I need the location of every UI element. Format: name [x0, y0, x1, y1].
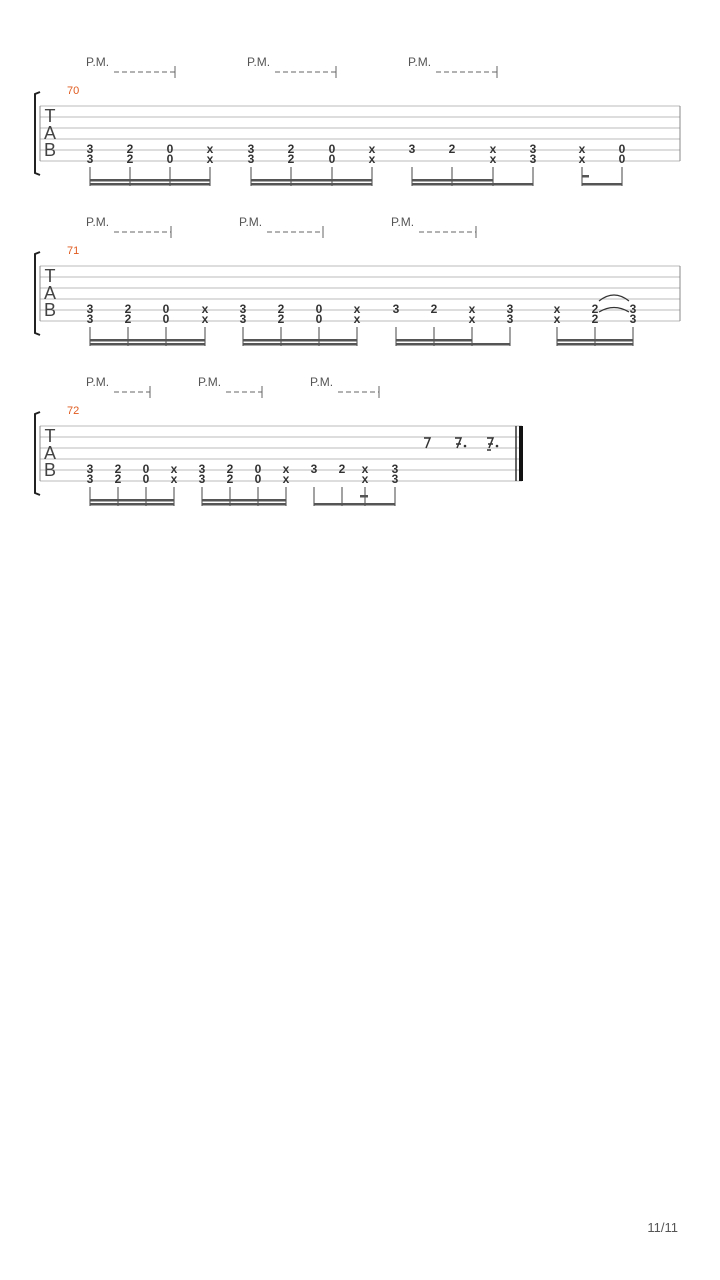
tab-system-72 — [35, 375, 522, 506]
palm-mute-label: P.M. — [408, 55, 432, 69]
beam — [342, 503, 395, 506]
fret-number: 0 — [162, 302, 170, 316]
fret-number: 3 — [86, 152, 94, 166]
tab-letter: B — [43, 140, 57, 160]
tab-letter: T — [44, 106, 56, 126]
beam — [90, 343, 205, 346]
beam-stub — [582, 175, 589, 178]
rest-dot — [496, 445, 499, 448]
beam — [90, 339, 205, 342]
fret-number: 0 — [618, 152, 626, 166]
fret-number: 3 — [86, 472, 94, 486]
rest-icon — [455, 438, 461, 448]
beam — [202, 503, 286, 506]
tab-letter: T — [44, 266, 56, 286]
fret-number: x — [553, 312, 561, 326]
fret-number: 0 — [618, 142, 626, 156]
rest-icon — [487, 438, 493, 448]
fret-number: 3 — [529, 152, 537, 166]
tab-system-70 — [35, 55, 680, 186]
beam — [243, 339, 357, 342]
tab-system-71 — [35, 215, 680, 346]
fret-number: 2 — [591, 302, 599, 316]
fret-number: 3 — [239, 312, 247, 326]
tab-letter: B — [43, 300, 57, 320]
fret-number: 0 — [166, 142, 174, 156]
fret-number: 0 — [315, 312, 323, 326]
tab-letter: B — [43, 460, 57, 480]
fret-number: 0 — [328, 142, 336, 156]
fret-number: 3 — [392, 302, 400, 316]
beam-stub — [360, 495, 368, 498]
beam — [412, 179, 493, 182]
fret-number: 2 — [124, 312, 132, 326]
fret-number: 3 — [506, 302, 514, 316]
fret-number: x — [206, 142, 214, 156]
fret-number: 2 — [277, 302, 285, 316]
beam — [202, 499, 286, 502]
rest-icon — [424, 438, 430, 448]
palm-mute-label: P.M. — [247, 55, 271, 69]
fret-number: x — [368, 152, 376, 166]
fret-number: 3 — [310, 462, 318, 476]
fret-number: x — [553, 302, 561, 316]
fret-number: x — [206, 152, 214, 166]
beam — [396, 339, 472, 342]
fret-number: 2 — [591, 312, 599, 326]
fret-number: x — [489, 152, 497, 166]
fret-number: 2 — [124, 302, 132, 316]
beam — [243, 343, 357, 346]
beam — [493, 183, 533, 186]
measure-number: 70 — [67, 85, 80, 97]
fret-number: 2 — [126, 152, 134, 166]
palm-mute-label: P.M. — [310, 375, 334, 389]
fret-number: x — [201, 302, 209, 316]
tab-letter: A — [43, 123, 57, 143]
fret-number: 3 — [198, 462, 206, 476]
fret-number: 2 — [287, 152, 295, 166]
fret-number: 2 — [277, 312, 285, 326]
fret-number: x — [468, 312, 476, 326]
fret-number: x — [578, 142, 586, 156]
fret-number: 0 — [142, 462, 150, 476]
beam — [396, 343, 472, 346]
fret-number: 2 — [430, 302, 438, 316]
fret-number: 3 — [506, 312, 514, 326]
fret-number: 2 — [114, 462, 122, 476]
beam — [582, 183, 622, 186]
fret-number: x — [361, 462, 369, 476]
fret-number: 3 — [529, 142, 537, 156]
tab-letter: A — [43, 443, 57, 463]
fret-number: x — [282, 462, 290, 476]
fret-number: 2 — [114, 472, 122, 486]
fret-number: x — [353, 302, 361, 316]
beam — [90, 499, 174, 502]
fret-number: x — [368, 142, 376, 156]
fret-number: 0 — [254, 462, 262, 476]
page-number: 11/11 — [647, 1220, 678, 1235]
fret-number: x — [201, 312, 209, 326]
measure-number: 72 — [67, 405, 80, 417]
fret-number: x — [361, 472, 369, 486]
fret-number: 3 — [86, 142, 94, 156]
fret-number: 3 — [86, 312, 94, 326]
system-bracket — [35, 412, 40, 495]
tab-letter: T — [44, 426, 56, 446]
beam — [412, 183, 493, 186]
fret-number: x — [578, 152, 586, 166]
fret-number: 3 — [247, 142, 255, 156]
fret-number: 3 — [391, 462, 399, 476]
fret-number: x — [489, 142, 497, 156]
fret-number: 0 — [254, 472, 262, 486]
system-bracket — [35, 252, 40, 335]
tab-letter: A — [43, 283, 57, 303]
fret-number: 0 — [328, 152, 336, 166]
fret-number: 3 — [247, 152, 255, 166]
fret-number: 2 — [287, 142, 295, 156]
fret-number: x — [170, 472, 178, 486]
fret-number: 3 — [198, 472, 206, 486]
beam — [90, 183, 210, 186]
fret-number: 3 — [391, 472, 399, 486]
beam — [472, 343, 510, 346]
fret-number: 0 — [166, 152, 174, 166]
fret-number: 0 — [315, 302, 323, 316]
palm-mute-label: P.M. — [86, 375, 110, 389]
fret-number: x — [353, 312, 361, 326]
fret-number: 2 — [338, 462, 346, 476]
fret-number: 2 — [226, 462, 234, 476]
fret-number: 3 — [629, 302, 637, 316]
beam — [557, 339, 633, 342]
palm-mute-label: P.M. — [86, 215, 110, 229]
fret-number: 2 — [226, 472, 234, 486]
palm-mute-label: P.M. — [198, 375, 222, 389]
fret-number: 3 — [408, 142, 416, 156]
measure-number: 71 — [67, 245, 80, 257]
beam — [251, 179, 372, 182]
tie — [599, 295, 629, 301]
beam — [90, 503, 174, 506]
fret-number: 3 — [86, 462, 94, 476]
fret-number: 3 — [86, 302, 94, 316]
fret-number: 0 — [142, 472, 150, 486]
beam — [251, 183, 372, 186]
fret-number: 3 — [629, 312, 637, 326]
fret-number: x — [282, 472, 290, 486]
fret-number: 3 — [239, 302, 247, 316]
fret-number: 2 — [126, 142, 134, 156]
fret-number: x — [468, 302, 476, 316]
beam — [557, 343, 633, 346]
fret-number: 0 — [162, 312, 170, 326]
fret-number: x — [170, 462, 178, 476]
fret-number: 2 — [448, 142, 456, 156]
rest-dot — [464, 445, 467, 448]
beam — [90, 179, 210, 182]
palm-mute-label: P.M. — [391, 215, 415, 229]
palm-mute-label: P.M. — [239, 215, 263, 229]
system-bracket — [35, 92, 40, 175]
palm-mute-label: P.M. — [86, 55, 110, 69]
